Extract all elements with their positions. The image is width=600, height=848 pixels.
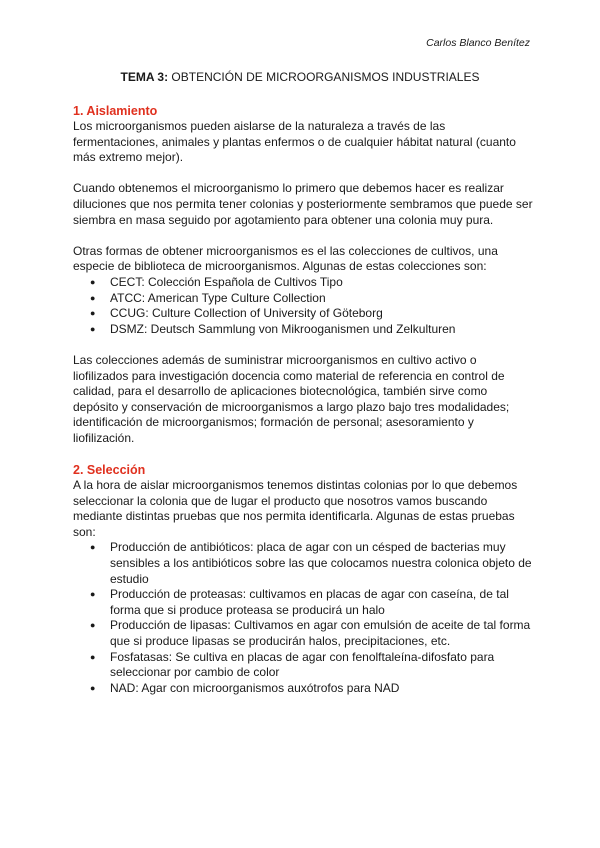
list-item: ● ATCC: American Type Culture Collection xyxy=(110,291,533,307)
paragraph: A la hora de aislar microorganismos tenemos distintas colonias por lo que debemos seleccionar la colonia que de lugar el producto que nosotros vamos buscando mediante distintas pruebas que nos permita identificarla. Algunas de estas pruebas son: xyxy=(73,478,518,539)
list-item: ● Producción de antibióticos: placa de agar con un césped de bacterias muy sensibles a los antibióticos sobre las que colocamos nuestra colonica objeto de estudio xyxy=(110,540,533,587)
document-body xyxy=(73,103,533,712)
list-item: ● Producción de proteasas: cultivamos en placas de agar con caseína, de tal forma que si produce proteasa se producirá un halo xyxy=(110,587,533,618)
paragraph: Los microorganismos pueden aislarse de la naturaleza a través de las fermentaciones, animales y plantas enfermos o de cualquier hábitat natural (cuanto más extremo mejor). xyxy=(73,119,516,165)
author-name: Carlos Blanco Benítez xyxy=(426,37,530,49)
title-prefix: TEMA 3: xyxy=(120,70,169,84)
list-item: ● DSMZ: Deutsch Sammlung von Mikrooganismen und Zelkulturen xyxy=(110,322,533,338)
tests-list xyxy=(73,540,533,696)
paragraph: Las colecciones además de suministrar microorganismos en cultivo activo o liofilizados para investigación docencia como material de referencia en control de calidad, para el desarrollo de aplicaciones biotecnológica, también sirve como depósito y conservación de microorganismos a largo plazo bajo tres modalidades; identificación de microorganismos; formación de personal; asesoramiento y liofilización. xyxy=(73,352,510,445)
paragraph: Cuando obtenemos el microorganismo lo primero que debemos hacer es realizar diluciones que nos permita tener colonias y posteriormente sembramos que puede ser siembra en masa seguido por agotamiento para obtener una colonia muy pura. xyxy=(73,181,533,227)
title-text: OBTENCIÓN DE MICROORGANISMOS INDUSTRIALES xyxy=(168,70,480,84)
collections-list xyxy=(73,275,533,337)
list-item: ● CECT: Colección Española de Cultivos Tipo xyxy=(110,275,533,291)
list-item: ● Fosfatasas: Se cultiva en placas de agar con fenolftaleína-difosfato para seleccionar por cambio de color xyxy=(110,650,533,681)
section-heading-seleccion: 2. Selección xyxy=(73,463,146,478)
page-title xyxy=(0,70,600,84)
list-item: ● Producción de lipasas: Cultivamos en agar con emulsión de aceite de tal forma que si produce lipasas se producirán halos, precipitaciones, etc. xyxy=(110,618,533,649)
list-item: ● NAD: Agar con microorganismos auxótrofos para NAD xyxy=(110,681,533,697)
list-item: ● CCUG: Culture Collection of University of Göteborg xyxy=(110,306,533,322)
paragraph: Otras formas de obtener microorganismos es el las colecciones de cultivos, una especie de biblioteca de microorganismos. Algunas de estas colecciones son: xyxy=(73,243,498,274)
section-heading-aislamiento: 1. Aislamiento xyxy=(73,104,158,118)
